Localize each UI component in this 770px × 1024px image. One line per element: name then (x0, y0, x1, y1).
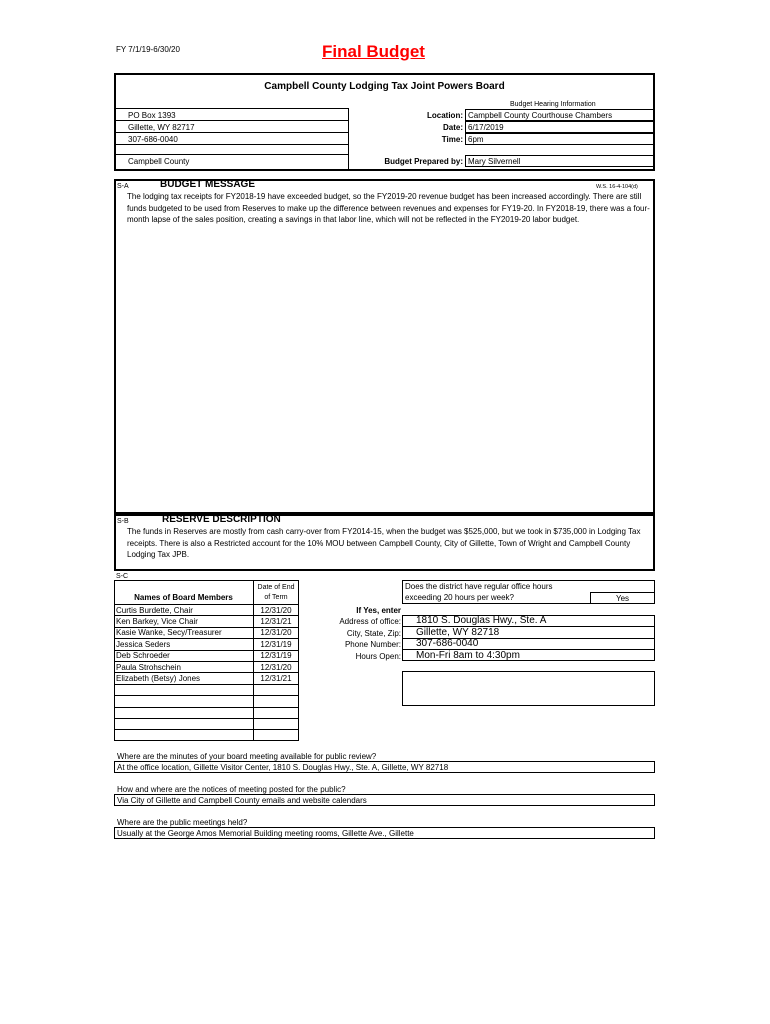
office-hours-label: Hours Open: (355, 652, 401, 661)
time-field (465, 133, 655, 145)
time-label: Time: (441, 135, 463, 144)
entity-county: Campbell County (128, 157, 190, 166)
board-member-term: 12/31/21 (260, 673, 292, 683)
prepared-by-label: Budget Prepared by: (384, 157, 463, 166)
reserve-code: S-B (117, 518, 129, 525)
notices-question: How and where are the notices of meeting posted for the public? (117, 785, 346, 794)
time-value: 6pm (468, 135, 484, 144)
term-column-header-1: Date of End (257, 584, 295, 591)
board-member-name: Curtis Burdette, Chair (116, 605, 193, 615)
statute-reference: W.S. 16-4-104(d) (596, 184, 638, 190)
board-member-name: Kasie Wanke, Secy/Treasurer (116, 628, 222, 638)
office-city: Gillette, WY 82718 (416, 627, 500, 638)
office-notes-box (402, 671, 655, 706)
term-column-header-2: of Term (264, 594, 288, 601)
office-hours: Mon-Fri 8am to 4:30pm (416, 650, 520, 661)
budget-message-heading: BUDGET MESSAGE (160, 179, 256, 190)
notices-answer: Via City of Gillette and Campbell County emails and website calendars (117, 796, 367, 805)
board-member-term: 12/31/20 (260, 662, 292, 672)
names-column-header: Names of Board Members (134, 593, 233, 602)
table-row-divider (114, 707, 299, 708)
office-address-label: Address of office: (339, 617, 401, 626)
budget-message-code: S-A (117, 183, 129, 190)
date-value: 6/17/2019 (468, 123, 504, 132)
office-hours-answer: Yes (615, 594, 630, 603)
office-hours-question-2: exceeding 20 hours per week? (405, 593, 514, 602)
office-phone: 307-686-0040 (416, 638, 479, 649)
board-member-term: 12/31/20 (260, 628, 292, 638)
minutes-answer: At the office location, Gillette Visitor Center, 1810 S. Douglas Hwy., Ste. A, Gillette, WY 82718 (117, 763, 449, 772)
board-member-term: 12/31/19 (260, 639, 292, 649)
board-member-name: Paula Strohschein (116, 662, 181, 672)
board-member-name: Jessica Seders (116, 639, 171, 649)
budget-message-box (114, 179, 655, 514)
date-label: Date: (442, 123, 463, 132)
office-hours-question-1: Does the district have regular office hours (405, 582, 553, 591)
office-phone-label: Phone Number: (344, 640, 401, 649)
reserve-heading: RESERVE DESCRIPTION (162, 514, 281, 525)
meetings-question: Where are the public meetings held? (117, 818, 248, 827)
office-address: 1810 S. Douglas Hwy., Ste. A (416, 615, 547, 626)
table-row-divider (114, 718, 299, 719)
board-member-name: Elizabeth (Betsy) Jones (116, 673, 201, 683)
meetings-answer: Usually at the George Amos Memorial Building meeting rooms, Gillette Ave., Gillette (117, 829, 414, 838)
entity-address-1: PO Box 1393 (128, 111, 176, 120)
board-member-term: 12/31/20 (260, 605, 292, 615)
if-yes-label: If Yes, enter (356, 606, 401, 615)
board-member-name: Ken Barkey, Vice Chair (116, 616, 198, 626)
location-label: Location: (427, 111, 463, 120)
budget-message-text: The lodging tax receipts for FY2018-19 have exceeded budget, so the FY2019-20 revenue budget has been increased accordingly. There are still funds budgeted to be used from Reserves to make up the difference between revenues and expenses for FY19-20. In FY2018-19, there was a four-month lapse of the sales position, creating a savings in that labor line, which will not be reflected in the FY2019-20 labor budget. (127, 192, 650, 224)
entity-address-2: Gillette, WY 82717 (128, 123, 195, 132)
hearing-heading: Budget Hearing Information (510, 101, 596, 108)
board-code: S-C (116, 573, 129, 580)
table-row-divider (114, 729, 299, 730)
prepared-by-value: Mary Silvernell (468, 157, 521, 166)
reserve-text: The funds in Reserves are mostly from cash carry-over from FY2014-15, when the budget was $525,000, but we took in $735,000 in Lodging Tax receipts. There is also a Restricted account for the 10% MOU between Campbell County, City of Gillette, Town of Wright and Campbell County Lodging Tax JPB. (127, 527, 641, 559)
board-member-term: 12/31/19 (260, 651, 292, 661)
location-value: Campbell County Courthouse Chambers (468, 111, 613, 120)
minutes-question: Where are the minutes of your board meeting available for public review? (117, 752, 377, 761)
office-city-label: City, State, Zip: (346, 629, 401, 638)
page-title: Final Budget (322, 42, 425, 61)
entity-name: Campbell County Lodging Tax Joint Powers Board (264, 81, 505, 92)
entity-phone: 307-686-0040 (128, 135, 178, 144)
board-member-term: 12/31/21 (260, 616, 292, 626)
fiscal-year-label: FY 7/1/19-6/30/20 (116, 45, 180, 54)
table-row-divider (114, 695, 299, 696)
board-member-name: Deb Schroeder (116, 651, 170, 661)
table-row-divider (114, 684, 299, 685)
